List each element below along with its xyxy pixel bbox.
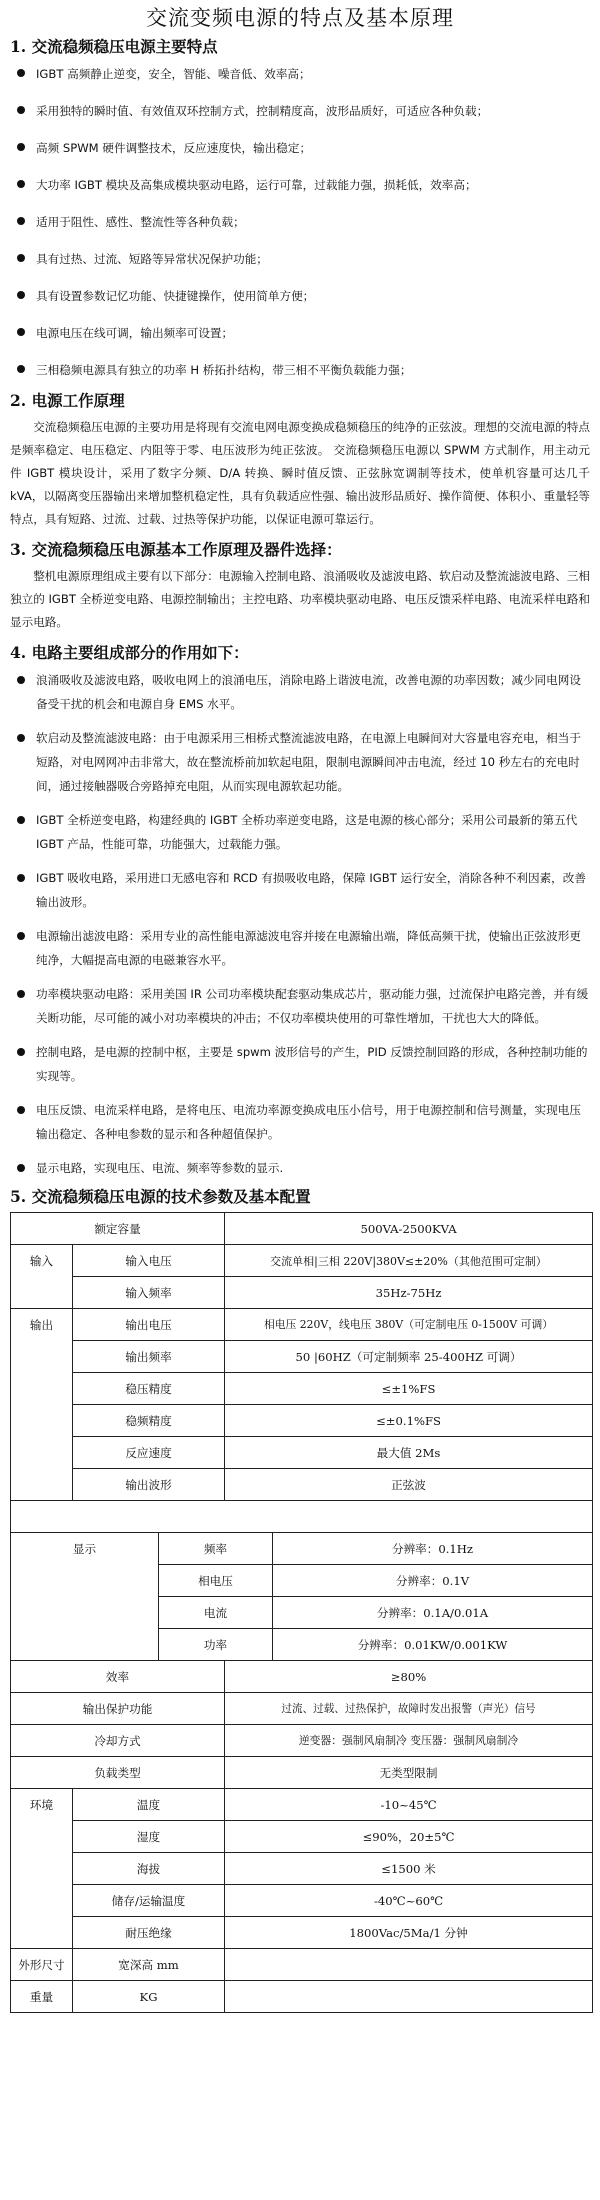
table-cell: 效率 xyxy=(11,1661,225,1693)
list-item: 电压反馈、电流采样电路，是将电压、电流功率源变换成电压小信号，用于电源控制和信号测量，实现电压输出稳定、各种电参数的显示和各种超值保护。 xyxy=(10,1098,590,1146)
table-cell: 相电压 220V，线电压 380V（可定制电压 0-1500V 可调） xyxy=(225,1309,593,1341)
table-cell: ≥80% xyxy=(225,1661,593,1693)
table-cell: 输入电压 xyxy=(73,1245,225,1277)
table-cell: 输入 xyxy=(11,1245,73,1309)
list-item: 显示电路，实现电压、电流、频率等参数的显示. xyxy=(10,1156,590,1180)
table-cell: KG xyxy=(73,1981,225,2013)
section-1-heading: 1. 交流稳频稳压电源主要特点 xyxy=(10,37,218,56)
table-cell: 频率 xyxy=(159,1533,273,1565)
section-2-heading: 2. 电源工作原理 xyxy=(10,391,125,410)
table-cell: 1800Vac/5Ma/1 分钟 xyxy=(225,1917,593,1949)
table-cell: 分辨率：0.1A/0.01A xyxy=(273,1597,593,1629)
list-item: IGBT 高频静止逆变，安全，智能、噪音低、效率高； xyxy=(10,64,590,84)
table-cell: 储存/运输温度 xyxy=(73,1885,225,1917)
table-row xyxy=(11,1981,593,2013)
section-3-heading: 3. 交流稳频稳压电源基本工作原理及器件选择： xyxy=(10,540,342,559)
list-item: 控制电路，是电源的控制中枢，主要是 spwm 波形信号的产生，PID 反馈控制回路的形成，各种控制功能的实现等。 xyxy=(10,1040,590,1088)
list-item: 电源输出滤波电路：采用专业的高性能电源滤波电容并接在电源输出端，降低高频干扰，使输出正弦波形更纯净，大幅提高电源的电磁兼容水平。 xyxy=(10,924,590,972)
table-cell: ≤±1%FS xyxy=(225,1373,593,1405)
table-cell: 过流、过载、过热保护，故障时发出报警（声光）信号 xyxy=(225,1693,593,1725)
table-row xyxy=(11,1501,593,1533)
spec-table xyxy=(10,1212,593,2013)
table-cell: 环境 xyxy=(11,1789,73,1949)
table-cell: 温度 xyxy=(73,1789,225,1821)
table-cell: 功率 xyxy=(159,1629,273,1661)
table-cell xyxy=(225,1949,593,1981)
table-cell: 无类型限制 xyxy=(225,1757,593,1789)
table-cell: 额定容量 xyxy=(11,1213,225,1245)
circuit-list xyxy=(10,668,590,1180)
table-cell: 500VA-2500KVA xyxy=(225,1213,593,1245)
table-row xyxy=(11,1789,593,1821)
table-cell: -40℃~60℃ xyxy=(225,1885,593,1917)
table-cell: ≤±0.1%FS xyxy=(225,1405,593,1437)
table-cell: 输出频率 xyxy=(73,1341,225,1373)
table-cell: 逆变器：强制风扇制冷 变压器：强制风扇制冷 xyxy=(225,1725,593,1757)
table-cell: 反应速度 xyxy=(73,1437,225,1469)
list-item: IGBT 全桥逆变电路，构建经典的 IGBT 全桥功率逆变电路，这是电源的核心部分；采用公司最新的第五代 IGBT 产品，性能可靠，功能强大，过载能力强。 xyxy=(10,808,590,856)
table-cell: 耐压绝缘 xyxy=(73,1917,225,1949)
table-cell xyxy=(225,1981,593,2013)
list-item: 三相稳频电源具有独立的功率 H 桥拓扑结构，带三相不平衡负载能力强； xyxy=(10,360,590,380)
table-cell: 输出波形 xyxy=(73,1469,225,1501)
section-2-text: 交流稳频稳压电源的主要功用是将现有交流电网电源变换成稳频稳压的纯净的正弦波。理想的交流电源的特点是频率稳定、电压稳定、内阻等于零、电压波形为纯正弦波。 交流稳频稳压电源以 SPWM 方式制作，用主动元件 IGBT 模块设计，采用了数字分频、D/A 转换、瞬时值反馈、正弦脉宽调制等技术，使单机容量可达几千 kVA，以隔离变压器输出来增加整机稳定性，具有负载适应性强、输出波形品质好、操作简便、体积小、重量轻等特点，具有短路、过流、过载、过热等保护功能，以保证电源可靠运行。 xyxy=(10,420,590,526)
table-cell xyxy=(11,1501,593,1533)
list-item: 具有设置参数记忆功能、快捷键操作，使用简单方便； xyxy=(10,286,590,306)
list-item: 浪涌吸收及滤波电路，吸收电网上的浪涌电压，消除电路上谐波电流，改善电源的功率因数；减少同电网设备受干扰的机会和电源自身 EMS 水平。 xyxy=(10,668,590,716)
section-4-heading: 4. 电路主要组成部分的作用如下： xyxy=(10,643,249,662)
table-row xyxy=(11,1725,593,1757)
table-cell: 负载类型 xyxy=(11,1757,225,1789)
table-cell: 分辨率：0.1V xyxy=(273,1565,593,1597)
section-5-heading: 5. 交流稳频稳压电源的技术参数及基本配置 xyxy=(10,1187,311,1206)
table-cell: 海拔 xyxy=(73,1853,225,1885)
list-item: 高频 SPWM 硬件调整技术，反应速度快，输出稳定； xyxy=(10,138,590,158)
table-cell: 35Hz-75Hz xyxy=(225,1277,593,1309)
table-row xyxy=(11,1245,593,1277)
table-row xyxy=(11,1757,593,1789)
table-row xyxy=(11,1405,593,1437)
table-row xyxy=(11,1309,593,1341)
features-list xyxy=(10,64,590,380)
list-item: 采用独特的瞬时值、有效值双环控制方式，控制精度高，波形品质好，可适应各种负载； xyxy=(10,101,590,121)
table-row xyxy=(11,1853,593,1885)
table-cell: 输出 xyxy=(11,1309,73,1501)
table-cell: 相电压 xyxy=(159,1565,273,1597)
table-cell: 重量 xyxy=(11,1981,73,2013)
table-row xyxy=(11,1693,593,1725)
table-cell: 冷却方式 xyxy=(11,1725,225,1757)
list-item: 大功率 IGBT 模块及高集成模块驱动电路，运行可靠，过载能力强，损耗低，效率高； xyxy=(10,175,590,195)
table-row xyxy=(11,1277,593,1309)
table-row xyxy=(11,1661,593,1693)
table-cell: 50 |60HZ（可定制频率 25-400HZ 可调） xyxy=(225,1341,593,1373)
table-cell: 交流单相|三相 220V|380V≤±20%（其他范围可定制） xyxy=(225,1245,593,1277)
table-row xyxy=(11,1373,593,1405)
list-item: 功率模块驱动电路：采用美国 IR 公司功率模块配套驱动集成芯片，驱动能力强，过流保护电路完善，并有缓关断功能，尽可能的减小对功率模块的冲击；不仅功率模块使用的可靠性增加，干扰也大大的降低。 xyxy=(10,982,590,1030)
table-cell: 分辨率：0.01KW/0.001KW xyxy=(273,1629,593,1661)
table-cell: 最大值 2Ms xyxy=(225,1437,593,1469)
list-item: IGBT 吸收电路，采用进口无感电容和 RCD 有损吸收电路，保障 IGBT 运行安全，消除各种不利因素，改善输出波形。 xyxy=(10,866,590,914)
table-cell: -10~45℃ xyxy=(225,1789,593,1821)
list-item: 软启动及整流滤波电路：由于电源采用三相桥式整流滤波电路，在电源上电瞬间对大容量电容充电，相当于短路，对电网网冲击非常大，故在整流桥前加软起电阻，限制电源瞬间冲击电流，经过 10 秒左右的充电时间，通过接触器吸合旁路掉充电阻，从而实现电源软起功能。 xyxy=(10,726,590,798)
table-cell: 湿度 xyxy=(73,1821,225,1853)
table-row xyxy=(11,1469,593,1501)
table-cell: 显示 xyxy=(11,1533,159,1661)
table-row xyxy=(11,1949,593,1981)
table-row xyxy=(11,1213,593,1245)
table-cell: 输出保护功能 xyxy=(11,1693,225,1725)
table-cell: 稳频精度 xyxy=(73,1405,225,1437)
list-item: 适用于阻性、感性、整流性等各种负载； xyxy=(10,212,590,232)
table-row xyxy=(11,1917,593,1949)
list-item: 具有过热、过流、短路等异常状况保护功能； xyxy=(10,249,590,269)
table-row xyxy=(11,1885,593,1917)
list-item: 电源电压在线可调，输出频率可设置； xyxy=(10,323,590,343)
table-cell: 输入频率 xyxy=(73,1277,225,1309)
table-row xyxy=(11,1437,593,1469)
table-row xyxy=(11,1821,593,1853)
table-cell: 外形尺寸 xyxy=(11,1949,73,1981)
table-row xyxy=(11,1341,593,1373)
table-cell: 分辨率：0.1Hz xyxy=(273,1533,593,1565)
table-cell: 输出电压 xyxy=(73,1309,225,1341)
table-cell: ≤1500 米 xyxy=(225,1853,593,1885)
section-3-text: 整机电源原理组成主要有以下部分：电源输入控制电路、浪涌吸收及滤波电路、软启动及整流滤波电路、三相独立的 IGBT 全桥逆变电路、电源控制输出；主控电路、功率模块驱动电路、电压反馈采样电路、电流采样电路和显示电路。 xyxy=(10,569,590,629)
table-cell: ≤90%，20±5℃ xyxy=(225,1821,593,1853)
table-cell: 稳压精度 xyxy=(73,1373,225,1405)
table-cell: 电流 xyxy=(159,1597,273,1629)
page-title: 交流变频电源的特点及基本原理 xyxy=(146,6,454,30)
table-cell: 宽深高 mm xyxy=(73,1949,225,1981)
table-cell: 正弦波 xyxy=(225,1469,593,1501)
table-row xyxy=(11,1533,593,1565)
